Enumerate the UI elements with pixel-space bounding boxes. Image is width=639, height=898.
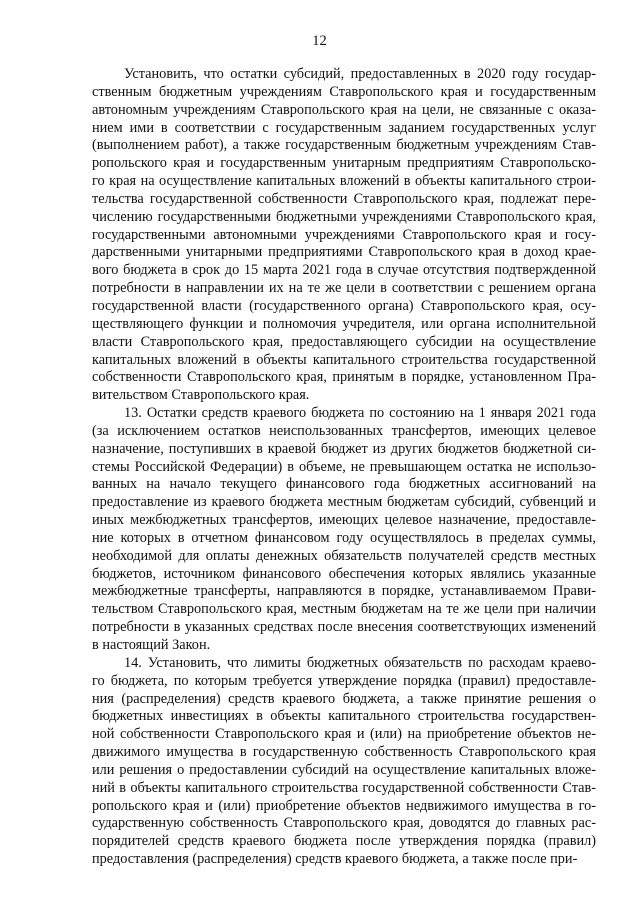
text-line: дарственными унитарными предприятиями Ставропольского края в доход крае-: [92, 244, 596, 261]
paragraph: [92, 655, 596, 869]
text-line: в настоящий Закон.: [92, 637, 211, 653]
text-line: предоставления (распределения) средств краевого бюджета, а также после при-: [92, 851, 578, 868]
text-line: бюджетов, источником финансового обеспечения которых являлись указанные: [92, 565, 596, 582]
text-line: 13. Остатки средств краевого бюджета по состоянию на 1 января 2021 года: [124, 405, 596, 422]
body-text: [92, 66, 596, 869]
paragraph: [92, 405, 596, 655]
text-line: го края на осуществление капитальных вложений в объекты капитального строи-: [92, 173, 596, 190]
text-line: ванных на начало текущего финансового года бюджетных ассигнований на: [92, 476, 596, 493]
text-line: или решения о предоставлении субсидий на осуществление капитальных вложе-: [92, 761, 596, 778]
text-line: власти Ставропольского края, предоставляющего субсидии на осуществление: [92, 333, 596, 350]
text-line: го бюджета, по которым требуется утверждение порядка (правил) предоставле-: [92, 672, 596, 689]
text-line: бюджетных инвестициях в объекты капитального строительства государствен-: [92, 708, 596, 725]
text-line: стемы Российской Федерации) в объеме, не превышающем остатка не использо-: [92, 458, 596, 475]
text-line: сударственную собственность Ставропольского края, доводятся до главных рас-: [92, 815, 596, 832]
text-line: потребности в указанных средствах после внесения соответствующих изменений: [92, 619, 596, 636]
text-line: движимого имущества в государственную собственность Ставропольского края: [92, 744, 596, 761]
text-line: порядителей средств краевого бюджета после утверждения порядка (правил): [92, 833, 596, 850]
text-line: государственной власти (государственного органа) Ставропольского края, осу-: [92, 297, 596, 314]
text-line: Установить, что остатки субсидий, предоставленных в 2020 году государ-: [124, 66, 596, 82]
text-line: автономным учреждениям Ставропольского края на цели, не связанные с оказа-: [92, 101, 596, 118]
text-line: ропольского края и государственным унитарным предприятиям Ставропольско-: [92, 155, 596, 172]
text-line: необходимой для оплаты денежных обязательств получателей средств местных: [92, 547, 596, 564]
text-line: государственными автономными учреждениями Ставропольского края и госу-: [92, 226, 596, 243]
text-line: (выполнением работ), а также государственным бюджетным учреждениям Став-: [92, 137, 596, 154]
text-line: межбюджетные трансферты, направляются в порядке, устанавливаемом Прави-: [92, 583, 596, 600]
text-line: ния (распределения) средств краевого бюджета, а также принятие решения о: [92, 690, 596, 707]
text-line: вительством Ставропольского края.: [92, 387, 310, 404]
text-line: иных межбюджетных трансфертов, имеющих целевое назначение, предоставле-: [92, 512, 596, 529]
text-line: предоставление из краевого бюджета местным бюджетам субсидий, субвенций и: [92, 494, 596, 511]
text-line: назначение, поступивших в краевой бюджет из других бюджетов бюджетной си-: [92, 440, 596, 457]
text-line: ние которых в отчетном финансовом году осуществлялось в пределах суммы,: [92, 529, 596, 546]
text-line: собственности Ставропольского края, принятым в порядке, установленном Пра-: [92, 369, 596, 386]
text-line: числению государственными бюджетными учреждениями Ставропольского края,: [92, 208, 596, 225]
text-line: вого бюджета в срок до 15 марта 2021 года в случае отсутствия подтвержденной: [92, 262, 596, 279]
text-line: ропольского края и (или) приобретение объектов недвижимого имущества в го-: [92, 797, 596, 814]
text-line: (за исключением остатков неиспользованных трансфертов, имеющих целевое: [92, 422, 596, 439]
text-line: ной собственности Ставропольского края и (или) на приобретение объектов не-: [92, 726, 596, 743]
text-line: 14. Установить, что лимиты бюджетных обязательств по расходам краево-: [124, 654, 596, 671]
text-line: ществляющего функции и полномочия учредителя, или органа исполнительной: [92, 315, 596, 332]
text-line: нием ими в соответствии с государственным заданием государственных услуг: [92, 119, 596, 136]
text-line: ний в объекты капитального строительства государственной собственности Став-: [92, 779, 596, 796]
page-number: 12: [312, 33, 327, 49]
text-line: потребности в направлении их на те же цели в соответствии с решением органа: [92, 280, 596, 297]
paragraph: [92, 66, 596, 405]
text-line: капитальных вложений в объекты капитального строительства государственной: [92, 351, 596, 368]
text-line: ственным бюджетным учреждениям Ставропольского края и государственным: [92, 83, 596, 100]
text-line: тельства государственной собственности Ставропольского края, подлежат пере-: [92, 190, 596, 207]
text-line: тельством Ставропольского края, местным бюджетам на те же цели при наличии: [92, 601, 596, 618]
